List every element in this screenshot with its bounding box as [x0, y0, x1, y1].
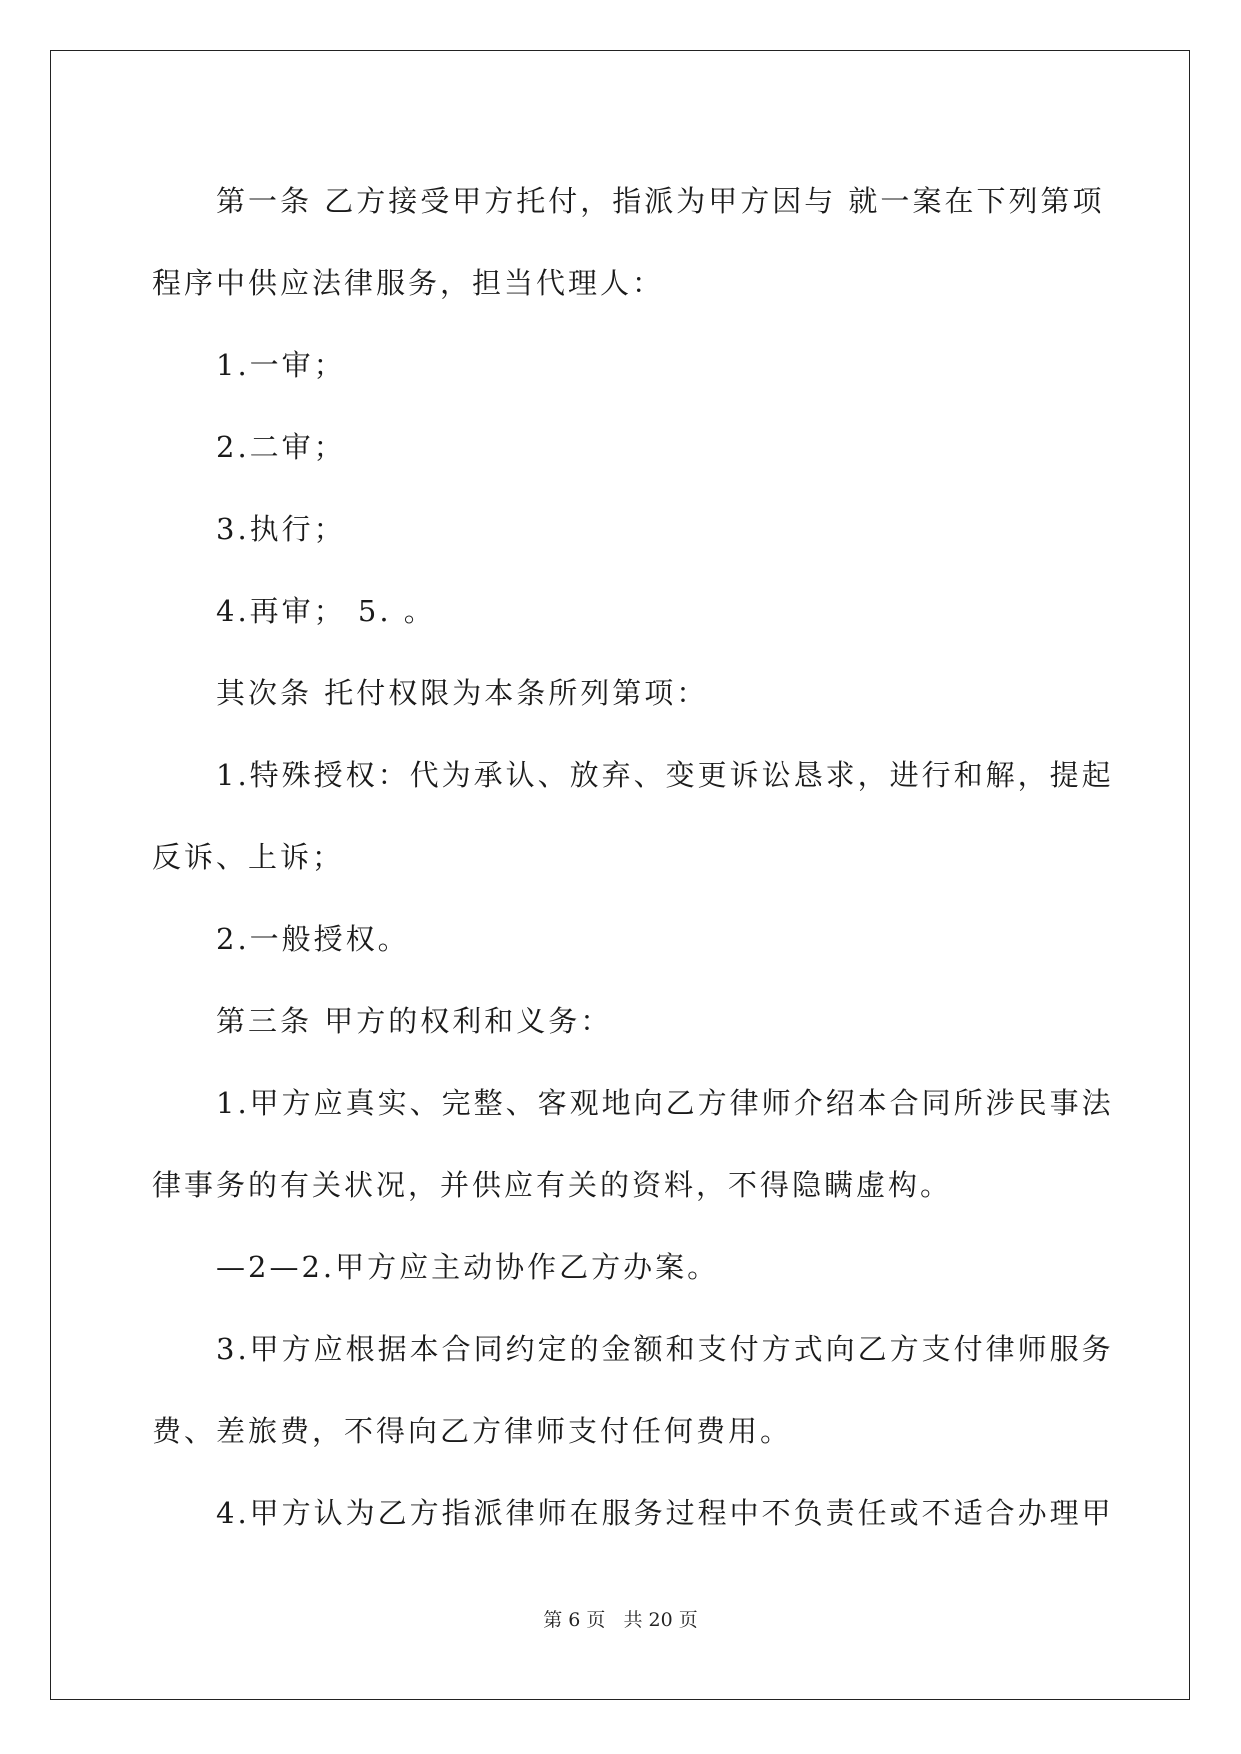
- clause-1-item-2: 2.二审；: [216, 430, 346, 464]
- clause-3-item-1-line-1: 1.甲方应真实、完整、客观地向乙方律师介绍本合同所涉民事法: [216, 1086, 1114, 1120]
- clause-2-item-1-line-1: 1.特殊授权：代为承认、放弃、变更诉讼恳求，进行和解，提起: [216, 758, 1114, 792]
- contract-body: [152, 160, 1114, 1554]
- clause-3-item-4-line-1: 4.甲方认为乙方指派律师在服务过程中不负责任或不适合办理甲: [216, 1496, 1114, 1530]
- page-total: 共 20 页: [623, 1609, 698, 1631]
- clause-3-item-3-line-1: 3.甲方应根据本合同约定的金额和支付方式向乙方支付律师服务: [216, 1332, 1114, 1366]
- clause-3-item-3-line-2: 费、差旅费，不得向乙方律师支付任何费用。: [152, 1414, 793, 1448]
- clause-2-heading: 其次条 托付权限为本条所列第项：: [216, 676, 709, 710]
- page-footer: [0, 1605, 1241, 1632]
- page-number: 第 6 页: [543, 1609, 606, 1631]
- clause-1-item-1: 1.一审；: [216, 348, 346, 382]
- clause-1-line-2: 程序中供应法律服务，担当代理人：: [152, 266, 665, 300]
- clause-3-heading: 第三条 甲方的权利和义务：: [216, 1004, 613, 1038]
- clause-3-item-1-line-2: 律事务的有关状况，并供应有关的资料，不得隐瞒虚构。: [152, 1168, 953, 1202]
- clause-1-item-4: 4.再审； 5. 。: [216, 594, 436, 628]
- clause-1-item-3: 3.执行；: [216, 512, 346, 546]
- clause-3-item-2: —2—2.甲方应主动协作乙方办案。: [216, 1250, 720, 1284]
- clause-2-item-2: 2.一般授权。: [216, 922, 410, 956]
- clause-1-line-1: 第一条 乙方接受甲方托付，指派为甲方因与 就一案在下列第项: [216, 184, 1105, 218]
- clause-2-item-1-line-2: 反诉、上诉；: [152, 840, 345, 874]
